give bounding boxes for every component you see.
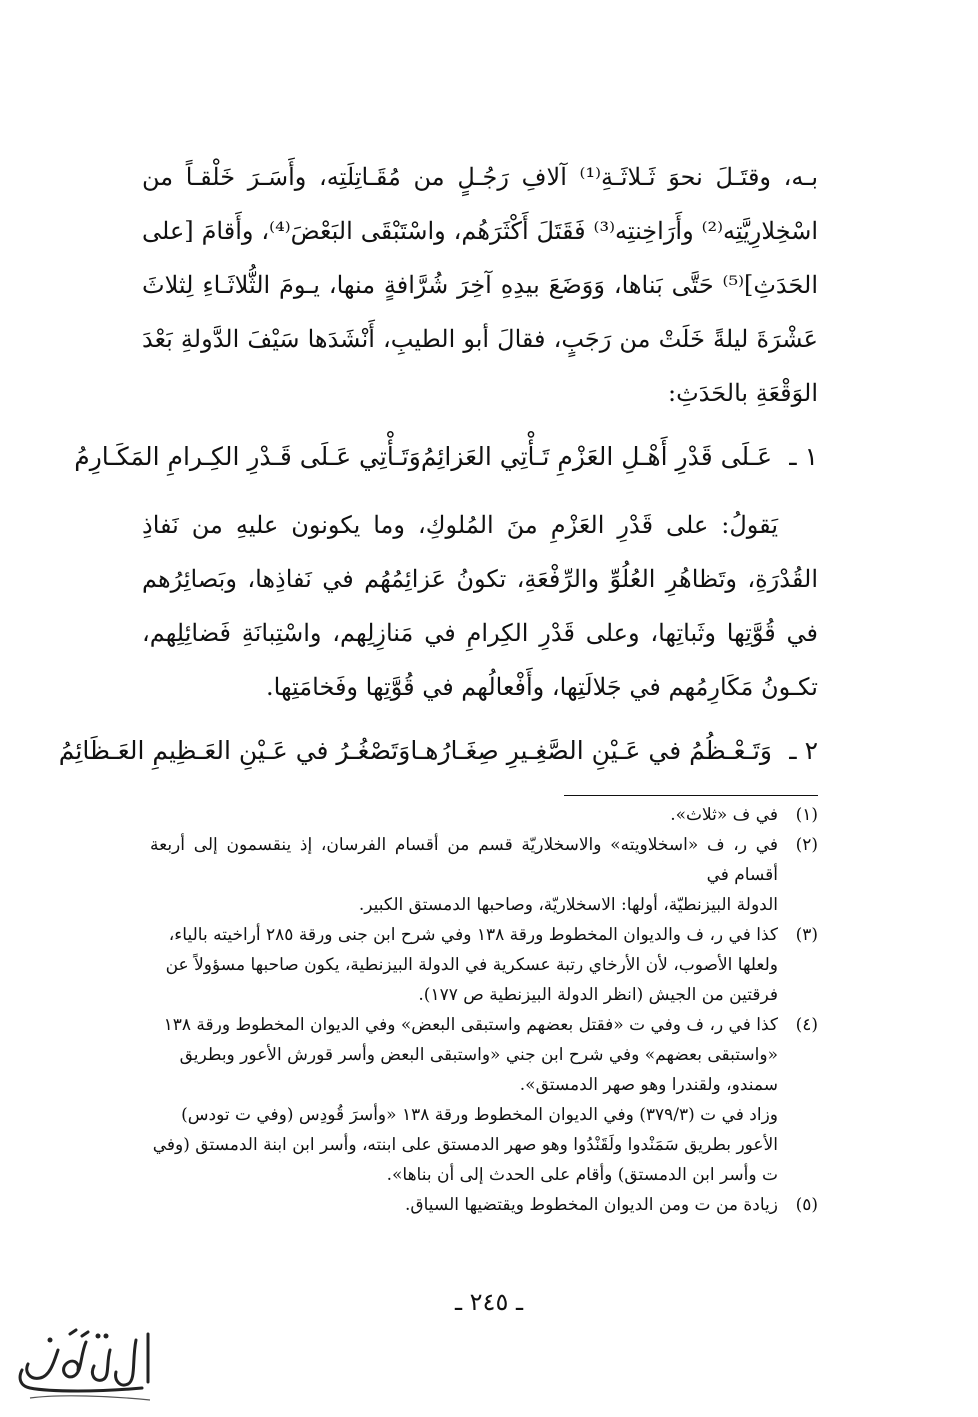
footnote-text: في ر، ف «اسخلاويته» والاسخلاريّة قسم من أقسام الفرسان، إذ ينقسمون إلى أربعة أقسام في — [150, 835, 778, 885]
verse-hemistich-second: وَتَصْغُـرُ في عَـيْنِ العَـظِيمِ العَـظَائِمُ — [58, 736, 411, 765]
footnote-text: وزاد في ت (٣٧٩/٣) وفي الديوان المخطوط ورقة ١٣٨ «وأسرَ قُودِس (وفي ت تودس) — [181, 1105, 778, 1125]
footnote-text: كذا في ر، ف والديوان المخطوط ورقة ١٣٨ وفي شرح ابن جنى ورقة ٢٨٥ أراخيته بالياء، — [168, 925, 778, 945]
footnote-text: «واستبقى بعضهم» وفي شرح ابن جني «واستبقى البعض وأسر قورش الأعور وبطريق — [179, 1045, 778, 1065]
footnote-text: فرقتين من الجيش (انظر الدولة البيزنطية ص ١٧٧). — [418, 985, 778, 1005]
footnote-text: سمندو، ولقندرا وهو صهر الدمستق». — [519, 1075, 778, 1095]
page-number: ـ ٢٤٥ ـ — [454, 1288, 523, 1316]
footnote-text: في ف «ثلاث». — [670, 805, 778, 825]
intro-paragraph: بـه، وقتَـلَ نحوَ ثَـلاثَـةِ⁽¹⁾ آلافِ رَجُـلٍ من مُقَـاتِلَتِه، وأَسَـرَ خَلْقـاً من اسْخِلارِيَّتِه⁽²⁾ وأَرَاخِنتِه⁽³⁾ فَقَتَلَ أَكْثَرَهُم، واسْتَبْقَى البَعْضَ⁽⁴⁾، وأَقامَ [على الحَدَثِ]⁽⁵⁾ حَتَّى بَناها، وَوَضَعَ بيدِهِ آخِرَ شُرَّافةٍ منها، يـومَ الثُّلاثَـاءِ لِثلاثَ عَشْرَةَ ليلةً خَلَتْ من رَجَبٍ، فقالَ أبو الطيبِ، أَنْشَدَها سَيْفَ الدَّولةِ بَعْدَ الوَقْعَةِ بالحَدَثِ: — [142, 163, 819, 407]
footnote-number: (١) — [795, 805, 818, 825]
verse-hemistich-first: وَتَـعْـظُمُ في عَـيْنِ الصَّغِـيرِ صِغَـارُهـا — [410, 736, 772, 765]
footnotes — [150, 800, 818, 1220]
verse-hemistich-second: وَتَـأْتِي عَـلَى قَـدْرِ الكِـرامِ المَكَـارِمُ — [74, 442, 421, 471]
verse-number: ٢ ـ — [789, 736, 818, 765]
verse-1 — [74, 430, 818, 484]
commentary-paragraph: يَقولُ: على قَدْرِ العَزْمِ منَ المُلوكِ، وما يكونون عليهِ من نَفاذِ القُدْرَةِ، وتَظاهُرِ العُلُوِّ والرِّفْعَةِ، تكونُ عَزائِمُهُم في نَفاذِها، وبَصائِرُهم في قُوَّتِها وثَباتِها، وعلى قَدْرِ الكِرامِ في مَنازِلِهم، واسْتِبانَةِ فَضائِلِهم، تكـونُ مَكَارِمُهم في جَلالَتِها، وأَفْعالُهم في قُوَّتِها وفَخامَتِها. — [142, 511, 818, 701]
footnote-text: ولعلها الأصوب، لأن الأرخاي رتبة عسكرية في الدولة البيزنطية، يكون صاحبها مسؤولاً عن — [165, 955, 778, 975]
footnote-number: (٢) — [795, 835, 818, 855]
verse-2 — [58, 724, 818, 778]
footnote-number: (٤) — [795, 1015, 818, 1035]
footnote-text: زيادة من ت ومن الديوان المخطوط ويقتضيها السياق. — [405, 1195, 778, 1215]
footnote-text: ت وأسر ابن الدمستق) وأقام على الحدث إلى أن بناها». — [386, 1165, 778, 1185]
footnote-text: الأعور بطريق سَمَنْدوا ولَقَنْدُوا وهو صهر الدمستق على ابنته، وأسر ابن ابنة الدمستق (وفي — [152, 1135, 778, 1155]
verse-number: ١ ـ — [789, 442, 818, 471]
footnote-text: كذا في ر، ف وفي ت «فقتل بعضهم واستبقى البعض» وفي الديوان المخطوط ورقة ١٣٨ — [163, 1015, 778, 1035]
footnote-2 — [150, 830, 818, 890]
footnote-number: (٥) — [795, 1195, 818, 1215]
footnote-3 — [150, 920, 818, 950]
footnote-4 — [150, 1010, 818, 1040]
footnote-text: الدولة البيزنطيّة، أولها: الاسخلاريّة، وصاحبها الدمستق الكبير. — [358, 895, 778, 915]
verse-hemistich-first: عَـلَى قَدْرِ أَهْـلِ العَزْمِ تَـأْتِي العَزائِمُ — [420, 442, 772, 471]
library-stamp-logo — [10, 1320, 160, 1406]
footnote-1 — [150, 800, 818, 830]
main-text — [58, 150, 819, 792]
footnote-divider — [564, 795, 818, 796]
footnote-number: (٣) — [795, 925, 818, 945]
footnote-5 — [150, 1190, 818, 1220]
